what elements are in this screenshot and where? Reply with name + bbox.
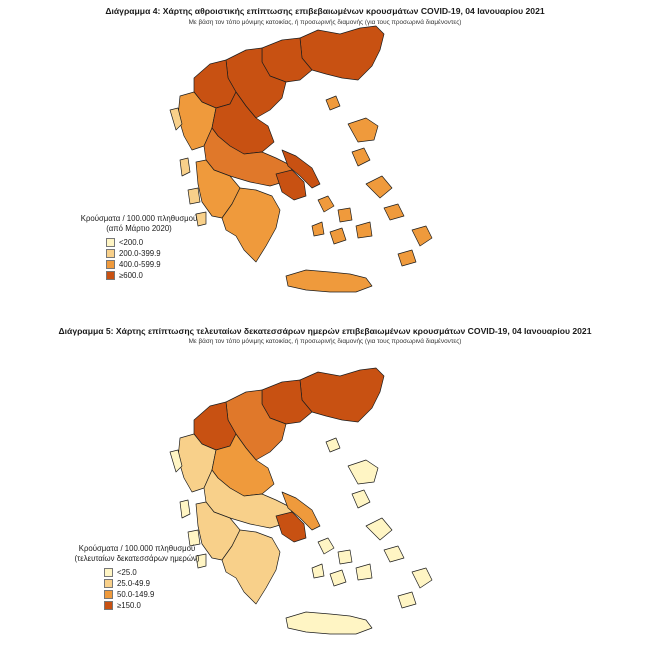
- legend-item: [106, 270, 214, 281]
- region-north-aegean-3: [326, 438, 340, 452]
- region-north-aegean-1: [352, 148, 370, 166]
- legend-swatch: [104, 601, 113, 610]
- legend-label: ≥150.0: [117, 601, 141, 611]
- legend-label: ≥600.0: [119, 271, 143, 281]
- region-south-aegean-5: [412, 226, 432, 246]
- legend-item: [106, 259, 214, 270]
- legend-label: 400.0-599.9: [119, 260, 161, 270]
- legend-title-line-1: Κρούσματα / 100.000 πληθυσμού: [78, 544, 196, 553]
- legend-title: [62, 544, 212, 563]
- region-thrace: [300, 368, 384, 422]
- region-south-aegean-4: [384, 204, 404, 220]
- region-north-aegean-3: [326, 96, 340, 110]
- region-thrace: [300, 26, 384, 80]
- legend-item: [104, 567, 212, 578]
- region-south-aegean-0: [318, 538, 334, 554]
- legend-label: 25.0-49.9: [117, 579, 150, 589]
- legend-title-line-2: (από Μάρτιο 2020): [106, 223, 172, 233]
- legend-label: 50.0-149.9: [117, 590, 155, 600]
- region-crete: [286, 270, 372, 292]
- legend-swatch: [104, 590, 113, 599]
- region-ionian-1: [180, 158, 190, 176]
- map-legend: [62, 544, 212, 611]
- region-south-aegean-2: [356, 564, 372, 580]
- region-south-aegean-6: [398, 250, 416, 266]
- legend-label: 200.0-399.9: [119, 249, 161, 259]
- legend-item: [106, 237, 214, 248]
- region-south-aegean-1: [338, 550, 352, 564]
- region-north-aegean-2: [366, 176, 392, 198]
- region-north-aegean-0: [348, 460, 378, 484]
- region-south-aegean-6: [398, 592, 416, 608]
- region-south-aegean-0: [318, 196, 334, 212]
- region-south-aegean-3: [330, 228, 346, 244]
- legend-swatch: [106, 271, 115, 280]
- legend-item: [106, 248, 214, 259]
- legend-label: <200.0: [119, 238, 144, 248]
- fourteen-day-incidence-map-panel: [0, 322, 650, 652]
- legend-swatch: [106, 249, 115, 258]
- region-south-aegean-3: [330, 570, 346, 586]
- region-south-aegean-7: [312, 564, 324, 578]
- legend-swatch: [104, 568, 113, 577]
- region-south-aegean-7: [312, 222, 324, 236]
- legend-swatch: [106, 238, 115, 247]
- map-title: Διάγραμμα 4: Χάρτης αθροιστικής επίπτωσης επιβεβαιωμένων κρουσμάτων COVID-19, 04 Ιανουαρίου 2021: [105, 6, 545, 16]
- region-north-aegean-2: [366, 518, 392, 540]
- region-ionian-2: [188, 188, 200, 204]
- map-title: Διάγραμμα 5: Χάρτης επίπτωσης τελευταίων δεκατεσσάρων ημερών επιβεβαιωμένων κρουσμάτων COVID-19, 04 Ιανουαρίου 2021: [58, 326, 592, 336]
- legend-swatch: [104, 579, 113, 588]
- region-south-aegean-4: [384, 546, 404, 562]
- map-subtitle: Με βάση τον τόπο μόνιμης κατοικίας, ή προσωρινής διαμονής (για τους προσωρινά διαμένοντες): [188, 338, 462, 345]
- legend-title-line-2: (τελευταίων δεκατεσσάρων ημερών): [74, 553, 200, 563]
- legend-item: [104, 578, 212, 589]
- map-legend: [64, 214, 214, 281]
- legend-swatch: [106, 260, 115, 269]
- map-subtitle: Με βάση τον τόπο μόνιμης κατοικίας, ή προσωρινής διαμονής (για τους προσωρινά διαμένοντες): [188, 19, 462, 26]
- cumulative-incidence-map-panel: [0, 0, 650, 318]
- legend-item: [104, 589, 212, 600]
- legend-title-line-1: Κρούσματα / 100.000 πληθυσμού: [80, 214, 198, 223]
- region-north-aegean-0: [348, 118, 378, 142]
- region-crete: [286, 612, 372, 634]
- region-north-aegean-1: [352, 490, 370, 508]
- legend-item: [104, 600, 212, 611]
- legend-title: [64, 214, 214, 233]
- region-south-aegean-5: [412, 568, 432, 588]
- region-south-aegean-2: [356, 222, 372, 238]
- region-ionian-1: [180, 500, 190, 518]
- legend-label: <25.0: [117, 568, 137, 578]
- region-south-aegean-1: [338, 208, 352, 222]
